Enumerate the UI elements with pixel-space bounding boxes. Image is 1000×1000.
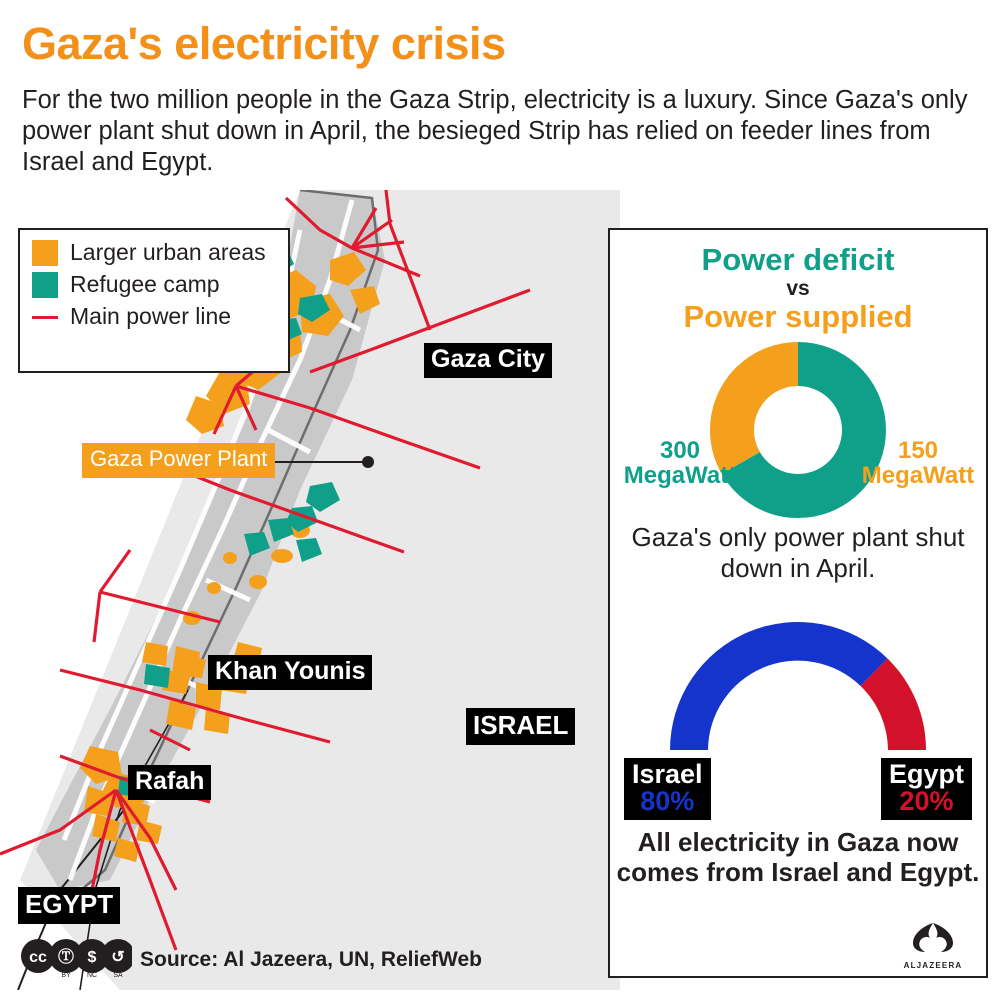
map-legend (18, 228, 290, 373)
panel-footer-text: All electricity in Gaza now comes from Israel and Egypt. (616, 827, 980, 887)
svg-text:NC: NC (86, 972, 98, 978)
camp-swatch-icon (32, 272, 58, 298)
page-subtitle: For the two million people in the Gaza Strip, electricity is a luxury. Since Gaza's only power plant shut down in April, the besieged Strip has relied on feeder lines from Israel and Egypt. (22, 86, 968, 177)
legend-item-urban (32, 240, 276, 266)
legend-item-powerline (32, 304, 276, 330)
powerline-swatch-icon (32, 304, 58, 330)
panel-note-shutdown: Gaza's only power plant shut down in April. (631, 522, 965, 583)
svg-text:SA: SA (113, 972, 123, 978)
legend-label-urban: Larger urban areas (70, 239, 266, 265)
creative-commons-icon (20, 938, 132, 978)
svg-text:cc: cc (29, 949, 47, 966)
legend-item-camp (32, 272, 276, 298)
svg-text:Ⓣ: Ⓣ (57, 949, 75, 966)
gauge-tag-egypt-value: 20% (899, 786, 954, 816)
map-label-gaza-city: Gaza City (424, 343, 552, 378)
map-label-israel: ISRAEL (466, 708, 575, 745)
gauge-tag-israel (624, 758, 711, 820)
map-label-rafah: Rafah (128, 765, 211, 800)
gauge-tag-egypt-name: Egypt (888, 759, 964, 789)
gauge-tag-egypt (881, 758, 972, 820)
panel-title-supplied: Power supplied (683, 299, 913, 335)
donut-value-deficit: 300 MegaWatt (623, 437, 737, 490)
svg-text:↺: ↺ (111, 949, 125, 966)
legend-label-camp: Refugee camp (70, 271, 220, 297)
legend-label-powerline: Main power line (70, 303, 232, 329)
urban-swatch-icon (32, 240, 58, 266)
panel-title-deficit: Power deficit (701, 242, 895, 277)
donut-value-supplied: 150 MegaWatt (861, 437, 975, 490)
panel-vs-label: vs (786, 277, 810, 300)
source-text: Source: Al Jazeera, UN, ReliefWeb (140, 948, 482, 971)
page-title: Gaza's electricity crisis (22, 18, 506, 69)
gauge-chart (610, 602, 986, 762)
donut-chart (610, 338, 986, 523)
donut-chart-graphic (610, 338, 986, 523)
svg-text:$: $ (87, 949, 97, 966)
map-label-khan-younis: Khan Younis (208, 655, 372, 690)
svg-text:BY: BY (61, 972, 71, 978)
stats-panel (608, 228, 988, 978)
map-label-egypt: EGYPT (18, 887, 120, 924)
aljazeera-wordmark: ALJAZEERA (903, 961, 963, 970)
gauge-chart-graphic (610, 602, 986, 762)
gauge-tag-israel-name: Israel (632, 759, 703, 789)
aljazeera-logo (890, 921, 976, 970)
map-annotation-power-plant: Gaza Power Plant (82, 443, 275, 478)
gauge-tag-israel-value: 80% (640, 786, 695, 816)
